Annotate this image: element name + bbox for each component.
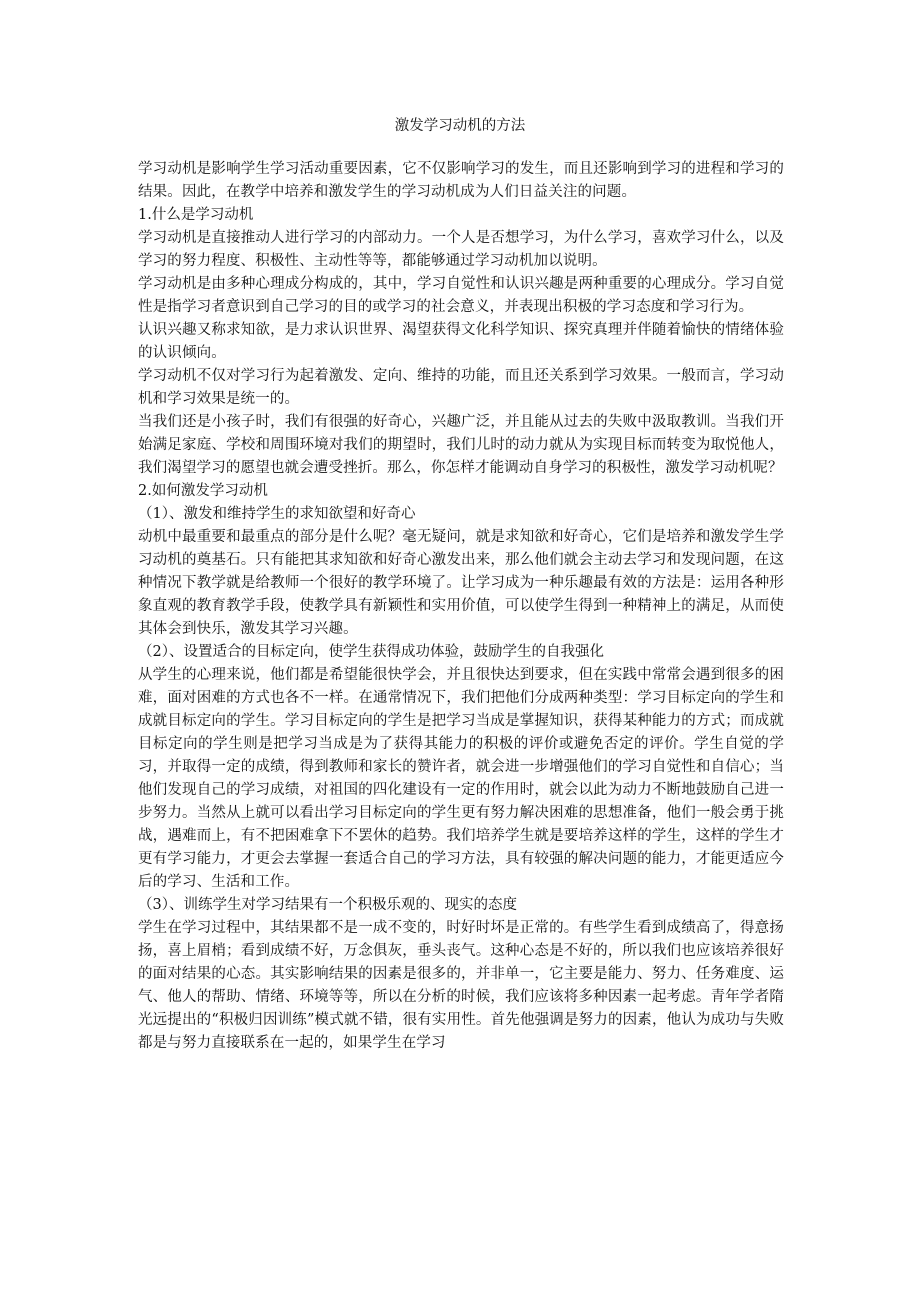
- goal-orientation-paragraph: 从学生的心理来说，他们都是希望能很快学会，并且很快达到要求，但在实践中常常会遇到很多的困难，面对困难的方式也各不一样。在通常情况下，我们把他们分成两种类型：学习目标定向的学生和成就目标定向的学生。学习目标定向的学生是把学习当成是掌握知识，获得某种能力的方式；而成就目标定向的学生则是把学习当成是为了获得其能力的积极的评价或避免否定的评价。学生自觉的学习，并取得一定的成绩，得到教师和家长的赞许者，就会进一步增强他们的学习自觉性和自信心；当他们发现自己的学习成绩，对祖国的四化建设有一定的作用时，就会以此为动力不断地鼓励自己进一步努力。当然从上就可以看出学习目标定向的学生更有努力解决困难的思想准备，他们一般会勇于挑战，遇难而上，有不把困难拿下不罢休的趋势。我们培养学生就是要培养这样的学生，这样的学生才更有学习能力，才更会去掌握一套适合自己的学习方法，具有较强的解决问题的能力，才能更适应今后的学习、生活和工作。: [138, 667, 784, 890]
- childhood-paragraph: 当我们还是小孩子时，我们有很强的好奇心，兴趣广泛，并且能从过去的失败中汲取教训。当我们开始满足家庭、学校和周围环境对我们的期望时，我们儿时的动力就从为实现目标而转变为取悦他人，我们渴望学习的愿望也就会遭受挫折。那么，你怎样才能调动自身学习的积极性，激发学习动机呢？: [138, 414, 784, 476]
- section-heading-1: 1.什么是学习动机: [138, 207, 254, 223]
- subheading-2: （2）、设置适合的目标定向，使学生获得成功体验，鼓励学生的自我强化: [138, 644, 604, 660]
- components-paragraph: 学习动机是由多种心理成分构成的，其中，学习自觉性和认识兴趣是两种重要的心理成分。学习自觉性是指学习者意识到自己学习的目的或学习的社会意义，并表现出积极的学习态度和学习行为。: [138, 276, 784, 315]
- definition-paragraph: 学习动机是直接推动人进行学习的内部动力。一个人是否想学习，为什么学习，喜欢学习什么，以及学习的努力程度、积极性、主动性等等，都能够通过学习动机加以说明。: [138, 230, 784, 269]
- curiosity-paragraph: 动机中最重要和最重点的部分是什么呢？毫无疑问，就是求知欲和好奇心，它们是培养和激发学生学习动机的奠基石。只有能把其求知欲和好奇心激发出来，那么他们就会主动去学习和发现问题，在这种情况下教学就是给教师一个很好的教学环境了。让学习成为一种乐趣最有效的方法是：运用各种形象直观的教育教学手段，使教学具有新颖性和实用价值，可以使学生得到一种精神上的满足，从而使其体会到快乐，激发其学习兴趣。: [138, 529, 784, 637]
- intro-paragraph: 学习动机是影响学生学习活动重要因素，它不仅影响学习的发生，而且还影响到学习的进程和学习的结果。因此，在教学中培养和激发学生的学习动机成为人们日益关注的问题。: [138, 161, 784, 200]
- subheading-3: （3）、训练学生对学习结果有一个积极乐观的、现实的态度: [138, 897, 517, 913]
- document-title: 激发学习动机的方法: [394, 118, 526, 134]
- function-paragraph: 学习动机不仅对学习行为起着激发、定向、维持的功能，而且还关系到学习效果。一般而言，学习动机和学习效果是统一的。: [138, 368, 784, 407]
- section-heading-2: 2.如何激发学习动机: [138, 483, 268, 499]
- attitude-paragraph: 学生在学习过程中，其结果都不是一成不变的，时好时坏是正常的。有些学生看到成绩高了，得意扬扬，喜上眉梢；看到成绩不好，万念俱灰，垂头丧气。这种心态是不好的，所以我们也应该培养很好的面对结果的心态。其实影响结果的因素是很多的，并非单一，它主要是能力、努力、任务难度、运气、他人的帮助、情绪、环境等等，所以在分析的时候，我们应该将多种因素一起考虑。青年学者隋光远提出的“积极归因训练”模式就不错，很有实用性。首先他强调是努力的因素，他认为成功与失败都是与努力直接联系在一起的，如果学生在学习: [138, 920, 784, 1051]
- subheading-1: （1）、激发和维持学生的求知欲望和好奇心: [138, 506, 416, 522]
- interest-paragraph: 认识兴趣又称求知欲，是力求认识世界、渴望获得文化科学知识、探究真理并伴随着愉快的情绪体验的认识倾向。: [138, 322, 784, 361]
- document-body: [138, 158, 784, 1055]
